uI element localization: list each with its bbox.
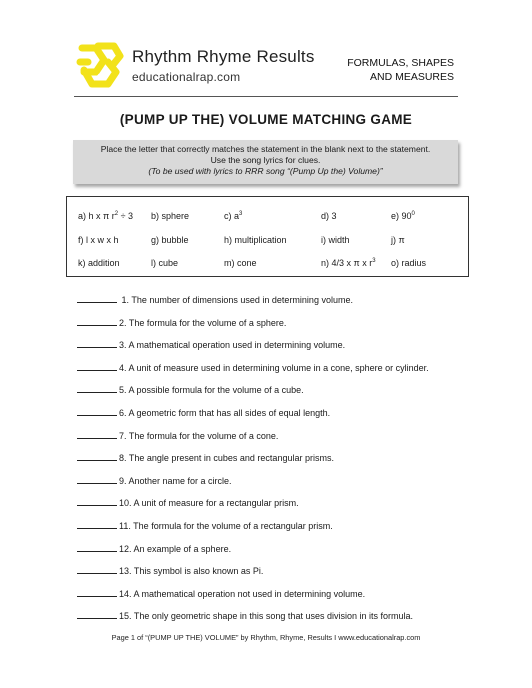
question-item: 12. An example of a sphere. [77,543,477,566]
question-item: 10. A unit of measure for a rectangular prism. [77,497,477,520]
answer-blank[interactable] [77,497,117,506]
option-o: o) radius [391,258,427,268]
answer-blank[interactable] [77,452,117,461]
answer-blank[interactable] [77,384,117,393]
brand-name: Rhythm Rhyme Results [132,47,315,66]
answer-blank[interactable] [77,362,117,371]
answer-blank[interactable] [77,475,117,484]
answer-blank[interactable] [77,588,117,597]
question-item: 4. A unit of measure used in determining volume in a cone, sphere or cylinder. [77,362,477,385]
question-item: 5. A possible formula for the volume of a cube. [77,384,477,407]
answer-blank[interactable] [77,339,117,348]
topic-line-2: AND MEASURES [369,71,454,83]
answer-blank[interactable] [77,543,117,552]
option-j: j) π [391,235,405,245]
instructions-line-2: Use the song lyrics for clues. [210,155,321,165]
answer-blank[interactable] [77,294,117,303]
question-item: 13. This symbol is also known as Pi. [77,565,477,588]
option-b: b) sphere [151,211,190,221]
question-list [77,294,477,633]
question-item: 14. A mathematical operation not used in determining volume. [77,588,477,611]
option-n: n) 4/3 x π x $r^3$ [321,258,376,268]
answer-options-box [66,196,469,277]
rrr-logo-icon [74,40,126,90]
option-m: m) cone [224,258,257,268]
header-divider [74,96,458,97]
instructions-box [73,140,458,184]
page-footer: Page 1 of “(PUMP UP THE) VOLUME” by Rhythm, Rhyme, Results I www.educationalrap.com [111,633,421,642]
option-l: l) cube [151,258,179,268]
question-item: 6. A geometric form that has all sides of equal length. [77,407,477,430]
topic-label [347,56,454,84]
option-h: h) multiplication [224,235,287,245]
brand-url: educationalrap.com [132,70,241,84]
topic-line-1: FORMULAS, SHAPES [347,57,454,69]
instructions-line-3: (To be used with lyrics to RRR song “(Pump Up the) Volume)” [148,166,383,176]
answer-blank[interactable] [77,610,117,619]
option-k: k) addition [78,258,120,268]
option-g: g) bubble [151,235,189,245]
answer-blank[interactable] [77,317,117,326]
answer-blank[interactable] [77,565,117,574]
option-c: c) $a^3$ [224,211,243,221]
instructions-line-1: Place the letter that correctly matches the statement in the blank next to the statement. [100,144,431,154]
question-item: 7. The formula for the volume of a cone. [77,430,477,453]
option-i: i) width [321,235,350,245]
page-title: (PUMP UP THE) VOLUME MATCHING GAME [119,112,413,127]
brand-block [132,47,315,84]
question-item: 2. The formula for the volume of a sphere. [77,317,477,340]
answer-blank[interactable] [77,520,117,529]
answer-blank[interactable] [77,430,117,439]
question-item: 9. Another name for a circle. [77,475,477,498]
answer-blank[interactable] [77,407,117,416]
option-a: a) h x π $r^2 \div 3$ [78,211,134,221]
question-item: 15. The only geometric shape in this song that uses division in its formula. [77,610,477,633]
option-d: d) 3 [321,211,337,221]
question-item: 1. The number of dimensions used in determining volume. [77,294,477,317]
question-item: 8. The angle present in cubes and rectangular prisms. [77,452,477,475]
option-f: f) l x w x h [78,235,119,245]
question-item: 3. A mathematical operation used in determining volume. [77,339,477,362]
question-item: 11. The formula for the volume of a rectangular prism. [77,520,477,543]
option-e: e) $90^0$ [391,211,415,221]
